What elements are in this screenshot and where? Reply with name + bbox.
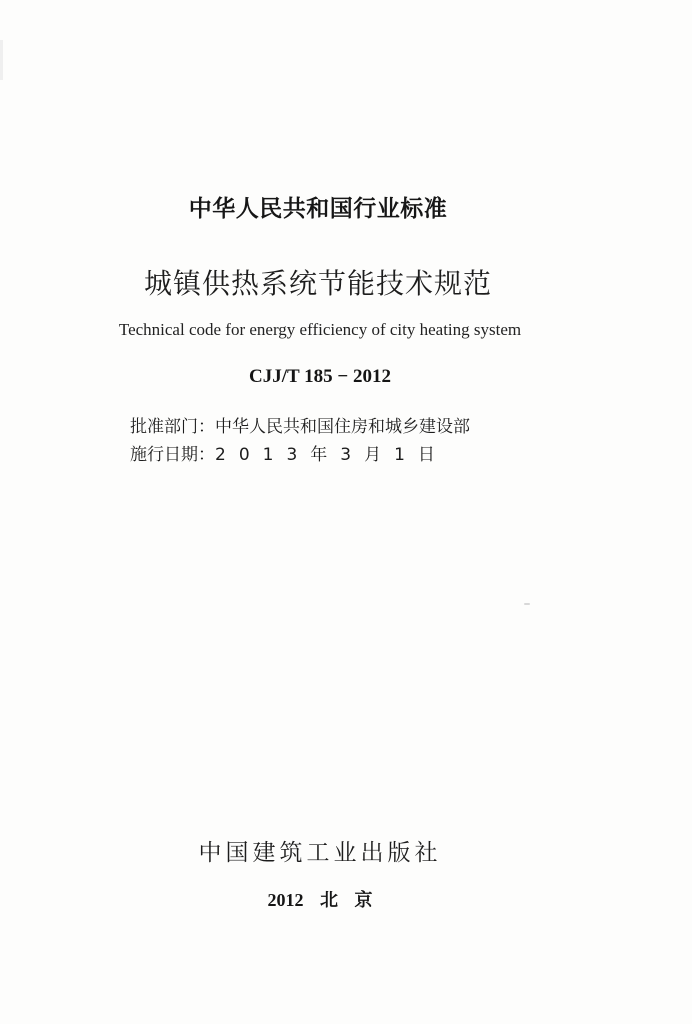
- scan-speck: [524, 603, 530, 605]
- approval-line: [130, 412, 470, 437]
- effective-date-label: 施行日期：: [130, 445, 215, 465]
- scan-edge-mark: [0, 40, 3, 80]
- standard-code: CJJ/T 185 − 2012: [249, 366, 391, 387]
- effective-date-line: [130, 440, 448, 465]
- standard-category: 中华人民共和国行业标准: [188, 196, 448, 222]
- title-chinese: 城镇供热系统节能技术规范: [143, 267, 492, 300]
- effective-date-value: 2013年3月1日: [215, 445, 448, 465]
- title-english: Technical code for energy efficiency of city heating system: [118, 320, 522, 339]
- publisher-name: 中国建筑工业出版社: [198, 840, 442, 866]
- approval-value: 中华人民共和国住房和城乡建设部: [215, 417, 470, 437]
- approval-label: 批准部门：: [130, 417, 215, 437]
- publication-year-place: 2012 北 京: [267, 890, 373, 910]
